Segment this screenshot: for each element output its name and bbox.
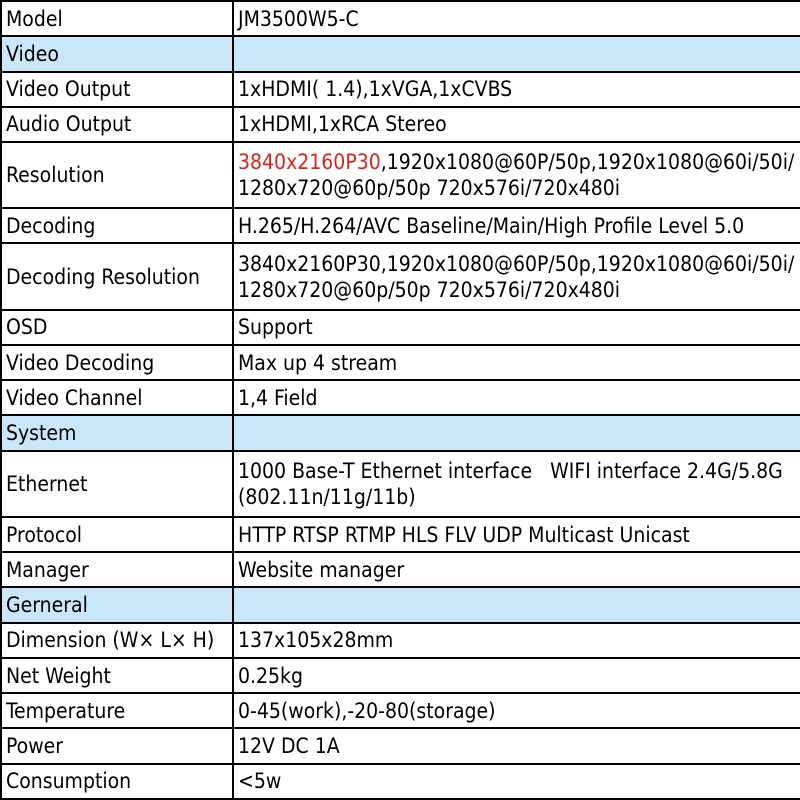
table-row [1,310,800,345]
decoding-resolution-value: 3840x2160P30,1920x1080@60P/50p,1920x1080@60i/50i/1280x720@60p/50p 720x576i/720x480i [233,243,800,309]
decoding-label: Decoding [1,208,233,243]
dimension-label: Dimension (W× L× H) [1,623,233,658]
temperature-value: 0-45(work),-20-80(storage) [233,693,800,728]
table-row [1,142,800,208]
table-row [1,658,800,693]
ethernet-value: 1000 Base-T Ethernet interface WIFI interface 2.4G/5.8G (802.11n/11g/11b) [233,451,800,517]
decoding-resolution-label: Decoding Resolution [1,243,233,309]
model-label: Model [1,1,233,36]
section-row-general [1,587,800,622]
resolution-value [233,142,800,208]
net-weight-value: 0.25kg [233,658,800,693]
table-row [1,764,800,799]
osd-label: OSD [1,310,233,345]
video-output-label: Video Output [1,72,233,107]
video-output-value: 1xHDMI( 1.4),1xVGA,1xCVBS [233,72,800,107]
table-row [1,72,800,107]
section-row-video [1,36,800,71]
video-decoding-value: Max up 4 stream [233,345,800,380]
section-filler [233,36,800,71]
table-row [1,728,800,763]
table-row [1,380,800,415]
consumption-value: <5w [233,764,800,799]
table-row [1,451,800,517]
table-row [1,693,800,728]
table-row-model [1,1,800,36]
decoding-value: H.265/H.264/AVC Baseline/Main/High Profile Level 5.0 [233,208,800,243]
table-row [1,623,800,658]
section-row-system [1,415,800,450]
section-title-system: System [1,415,233,450]
section-filler [233,587,800,622]
temperature-label: Temperature [1,693,233,728]
section-title-video: Video [1,36,233,71]
video-decoding-label: Video Decoding [1,345,233,380]
resolution-highlight: 3840x2160P30 [238,150,381,175]
ethernet-label: Ethernet [1,451,233,517]
video-channel-value: 1,4 Field [233,380,800,415]
model-value: JM3500W5-C [233,1,800,36]
table-row [1,243,800,309]
dimension-value: 137x105x28mm [233,623,800,658]
resolution-rest: ,1920x1080@60P/50p,1920x1080@60i/50i/1280x720@60p/50p 720x576i/720x480i [238,150,795,201]
power-value: 12V DC 1A [233,728,800,763]
net-weight-label: Net Weight [1,658,233,693]
table-row [1,345,800,380]
consumption-label: Consumption [1,764,233,799]
power-label: Power [1,728,233,763]
section-title-general: Gerneral [1,587,233,622]
audio-output-value: 1xHDMI,1xRCA Stereo [233,107,800,142]
protocol-value: HTTP RTSP RTMP HLS FLV UDP Multicast Unicast [233,517,800,552]
section-filler [233,415,800,450]
osd-value: Support [233,310,800,345]
manager-label: Manager [1,552,233,587]
protocol-label: Protocol [1,517,233,552]
table-row [1,208,800,243]
table-row [1,107,800,142]
table-row [1,552,800,587]
video-channel-label: Video Channel [1,380,233,415]
table-row [1,517,800,552]
manager-value: Website manager [233,552,800,587]
audio-output-label: Audio Output [1,107,233,142]
resolution-label: Resolution [1,142,233,208]
